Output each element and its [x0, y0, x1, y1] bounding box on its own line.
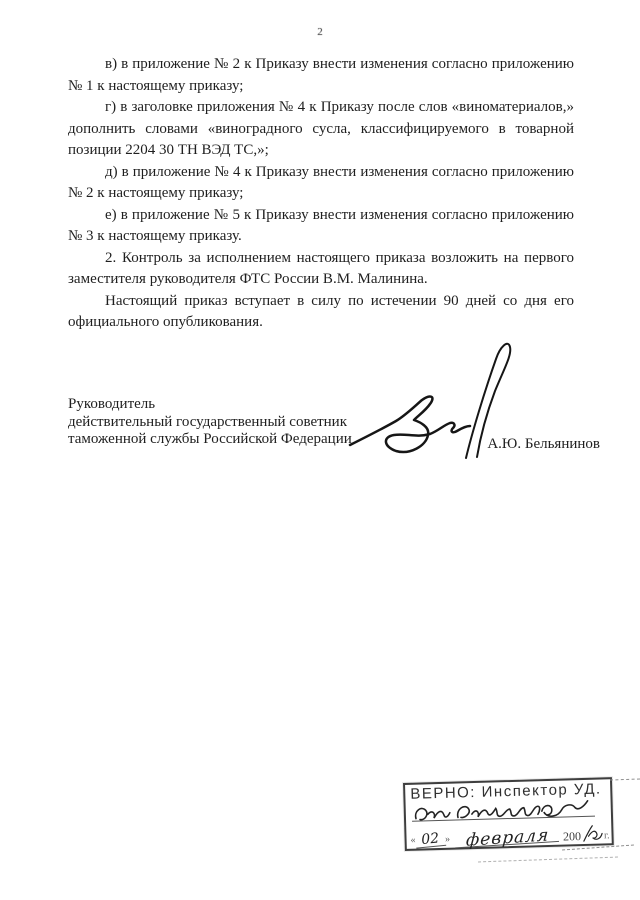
- signer-name: А.Ю. Бельянинов: [487, 436, 600, 452]
- page-number: 2: [317, 26, 323, 38]
- signer-title-line-1: Руководитель: [68, 396, 156, 412]
- signature-block: [68, 396, 352, 449]
- paragraph-d: д) в приложение № 4 к Приказу внести изменения согласно приложению № 2 к настоящему приказу;: [68, 163, 574, 201]
- signer-title-line-3: таможенной службы Российской Федерации: [68, 431, 352, 448]
- scan-artifact-dash: [610, 778, 640, 780]
- quote-close: »: [444, 833, 451, 845]
- stamp-month-handwritten: февраля: [455, 829, 560, 849]
- paragraph-control: 2. Контроль за исполнением настоящего приказа возложить на первого заместителя руководителя ФТС России В.М. Малинина.: [68, 249, 574, 287]
- stamp-year-prefix: 200: [562, 829, 582, 844]
- certification-stamp: [403, 777, 614, 851]
- quote-open: «: [410, 834, 416, 846]
- stamp-year-handwritten: [580, 822, 605, 845]
- stamp-year-suffix: г.: [603, 830, 610, 842]
- paragraph-e: е) в приложение № 5 к Приказу внести изменения согласно приложению № 3 к настоящему приказу.: [68, 206, 574, 244]
- handwritten-signature: [338, 333, 538, 465]
- stamp-signature-row: [412, 798, 595, 822]
- paragraph-g: г) в заголовке приложения № 4 к Приказу после слов «виноматериалов,» дополнить словами «виноградного сусла, классифицируемого в товарной позиции 2204 30 ТН ВЭД ТС,»;: [68, 99, 574, 158]
- stamp-date-row: [410, 820, 610, 851]
- stamp-day-handwritten: 02: [415, 832, 446, 849]
- stamp-certify-label: ВЕРНО: Инспектор УД.: [410, 780, 602, 803]
- paragraph-v: в) в приложение № 2 к Приказу внести изменения согласно приложению № 1 к настоящему приказу;: [68, 56, 574, 94]
- paragraph-effective-date: Настоящий приказ вступает в силу по истечении 90 дней со дня его официального опубликования.: [68, 292, 574, 330]
- scan-artifact-dash: [478, 857, 618, 863]
- document-body: [68, 54, 574, 334]
- signer-title-line-2: действительный государственный советник: [68, 413, 348, 430]
